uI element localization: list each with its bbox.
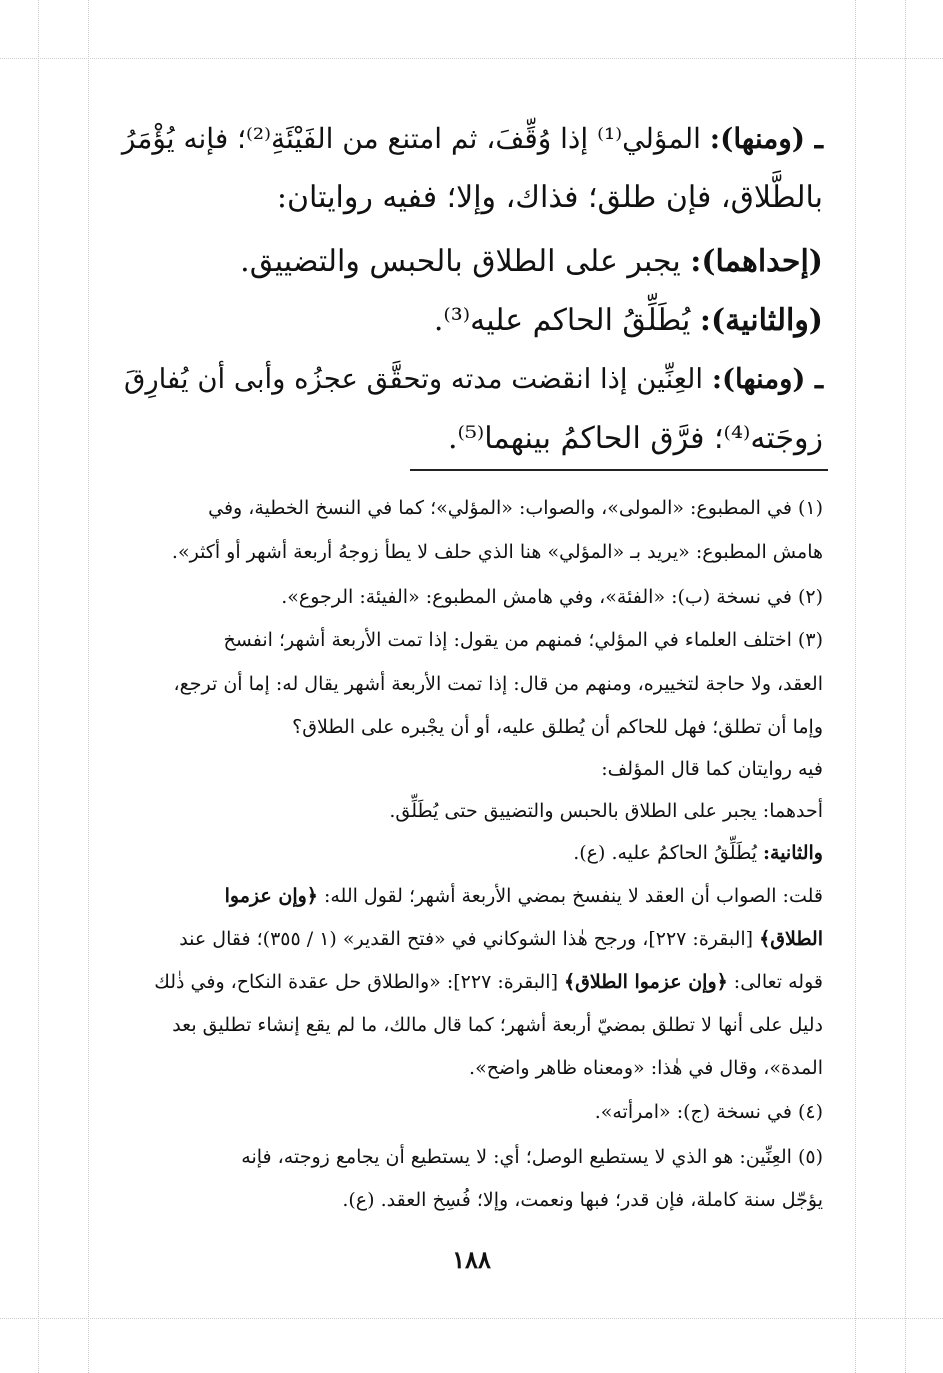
footnote-text: قلت: الصواب أن العقد لا ينفسخ بمضي الأربعة أشهر؛ لقول الله: (317, 885, 823, 907)
footnote-3-line-11: المدة»، وقال في هٰذا: «ومعناه ظاهر واضح». (469, 1057, 823, 1079)
main-line-5 (124, 363, 823, 395)
footnote-text: قوله تعالى: (727, 971, 823, 993)
footnote-5-line-2: يؤجّل سنة كاملة، فإن قدر؛ فبها ونعمت، وإلا؛ فُسِخ العقد. (ع). (342, 1189, 823, 1211)
footnote-text: [البقرة: ٢٢٧]: «والطلاق حل عقدة النكاح، وفي ذٰلك (154, 971, 565, 993)
footnote-3-line-6 (573, 842, 823, 864)
footnote-5-line-1: (٥) العِنِّين: هو الذي لا يستطيع الوصل؛ أي: لا يستطيع أن يجامع زوجته، فإنه (241, 1146, 823, 1168)
main-text: يجبر على الطلاق بالحبس والتضييق. (240, 244, 691, 279)
footnote-3-line-10: دليل على أنها لا تطلق بمضيّ أربعة أشهر؛ كما قال مالك، ما لم يقع إنشاء تطليق بعد (172, 1014, 823, 1036)
footnote-1-line-2: هامش المطبوع: «يريد بـ «المؤلي» هنا الذي حلف لا يطأ زوجهُ أربعة أشهر أو أكثر». (171, 541, 823, 563)
footnote-3-line-9 (154, 971, 823, 993)
guide-line (38, 0, 39, 1373)
footnote-3-line-1: (٣) اختلف العلماء في المؤلي؛ فمنهم من يقول: إذا تمت الأربعة أشهر؛ انفسخ (223, 629, 823, 651)
main-text: يُطَلِّقُ الحاكم عليه⁽³⁾. (433, 303, 700, 338)
section-heading: ـ (ومنها): (709, 122, 823, 155)
guide-line (905, 0, 906, 1373)
guide-line (88, 0, 89, 1373)
section-heading: (والثانية): (699, 303, 823, 338)
main-line-6: زوجَته⁽⁴⁾؛ فرَّق الحاكمُ بينهما⁽⁵⁾. (447, 421, 823, 456)
guide-line (0, 1318, 943, 1319)
footnote-separator (410, 469, 828, 471)
quran-quote: ﴿وإن عزموا الطلاق﴾ (564, 971, 728, 993)
section-heading: ـ (ومنها): (711, 363, 823, 395)
guide-line (0, 58, 943, 59)
footnote-4: (٤) في نسخة (ج): «امرأته». (594, 1101, 823, 1123)
main-text: المؤلي⁽¹⁾ إذا وُقِّفَ، ثم امتنع من الفَيْئَةِ⁽²⁾؛ فإنه يُؤْمَرُ (121, 122, 710, 155)
footnote-3-line-4: فيه روايتان كما قال المؤلف: (601, 758, 823, 780)
section-heading: (إحداهما): (690, 244, 823, 279)
quran-quote: الطلاق﴾ (759, 928, 823, 950)
footnote-3-line-2: العقد، ولا حاجة لتخييره، ومنهم من قال: إذا تمت الأربعة أشهر يقال له: إما أن ترجع، (173, 673, 823, 695)
footnote-text: يُطَلِّقُ الحاكمُ عليه. (ع). (573, 842, 763, 864)
footnote-text: [البقرة: ٢٢٧]، ورجح هٰذا الشوكاني في «فتح القدير» (١ / ٣٥٥)؛ فقال عند (179, 928, 760, 950)
footnote-3-line-5: أحدهما: يجبر على الطلاق بالحبس والتضييق حتى يُطَلِّق. (389, 800, 823, 822)
main-line-4 (434, 303, 823, 338)
footnote-1-line-1: (١) في المطبوع: «المولى»، والصواب: «المؤلي»؛ كما في النسخ الخطية، وفي (208, 497, 823, 519)
quran-quote: ﴿وإن عزموا (224, 885, 318, 907)
main-line-1 (122, 122, 823, 155)
guide-line (855, 0, 856, 1373)
page-number: ١٨٨ (452, 1245, 491, 1274)
footnote-heading: والثانية: (763, 842, 823, 864)
main-line-2: بالطَّلاق، فإن طلق؛ فذاك، وإلا؛ ففيه روايتان: (276, 180, 823, 215)
footnote-2: (٢) في نسخة (ب): «الفئة»، وفي هامش المطبوع: «الفيئة: الرجوع». (281, 586, 823, 608)
footnote-3-line-7 (225, 885, 823, 907)
main-line-3 (240, 244, 823, 279)
footnote-3-line-3: وإما أن تطلق؛ فهل للحاكم أن يُطلق عليه، أو أن يجْبره على الطلاق؟ (292, 716, 823, 738)
main-text: العِنِّين إذا انقضت مدته وتحقَّق عجزُه وأبى أن يُفارِقَ (124, 363, 712, 395)
footnote-3-line-8 (179, 928, 823, 950)
